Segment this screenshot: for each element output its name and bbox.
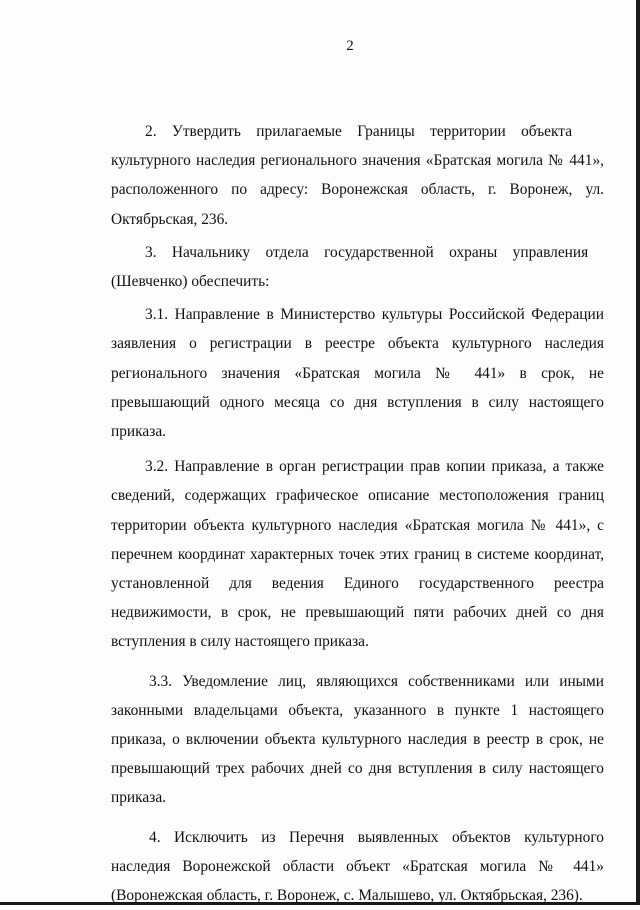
paragraph-3-2-registration-authority: 3.2. Направление в орган регистрации прав копии приказа, а также сведений, содержащих графическое описание местоположения границ территории объекта культурного наследия «Братская могила № 441», с перечнем координат характерных точек этих границ в системе координат, установленной для ведения Единого государственного реестра недвижимости, в срок, не превышающий пяти рабочих дней со дня вступления в силу настоящего приказа. — [111, 458, 604, 651]
paragraph-3-head-of-department: 3. Начальнику отдела государственной охраны управления (Шевченко) обеспечить: — [111, 243, 589, 291]
document-body — [111, 117, 604, 910]
scan-edge-right — [636, 0, 640, 905]
paragraph-3-3-owner-notification: 3.3. Уведомление лиц, являющихся собственниками или иными законными владельцами объекта, указанного в пункте 1 настоящего приказа, о включении объекта культурного наследия в реестр в срок, не превышающий трех рабочих дней со дня вступления в силу настоящего приказа. — [111, 672, 604, 807]
paragraph-2-approve-boundaries: 2. Утвердить прилагаемые Границы территории объекта культурного наследия регионального значения «Братская могила № 441», расположенного по адресу: Воронежская область, г. Воронеж, ул. Октябрьская, 236. — [111, 123, 604, 228]
page-number: 2 — [346, 38, 354, 54]
paragraph-4-exclude-from-list: 4. Исключить из Перечня выявленных объектов культурного наследия Воронежской области объект «Братская могила № 441» (Воронежская область, г. Воронеж, с. Малышево, ул. Октябрьская, 236). — [111, 828, 604, 905]
paragraph-3-1-ministry-application: 3.1. Направление в Министерство культуры Российской Федерации заявления о регистрации в реестре объекта культурного наследия регионального значения «Братская могила № 441» в срок, не превышающий одного месяца со дня вступления в силу настоящего приказа. — [111, 306, 604, 441]
